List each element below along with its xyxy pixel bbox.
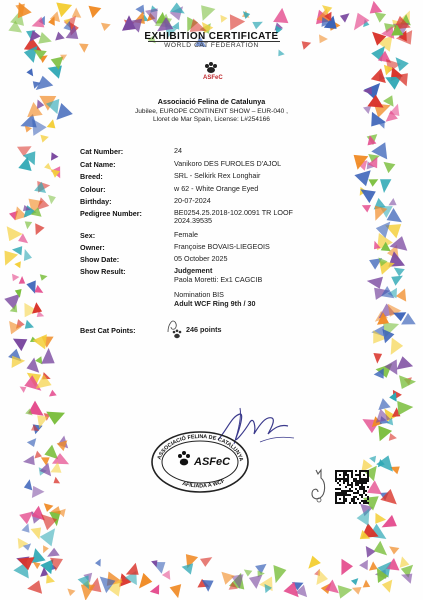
mosaic-tile <box>32 486 45 498</box>
mosaic-tile <box>67 589 75 597</box>
mosaic-tile <box>72 8 81 18</box>
mosaic-tile <box>95 559 101 567</box>
mosaic-tile <box>23 455 35 465</box>
cat-number-value: 24 <box>174 146 182 155</box>
mosaic-tile <box>376 455 393 471</box>
mosaic-tile <box>35 223 44 235</box>
mosaic-tile <box>19 511 33 524</box>
mosaic-tile <box>201 5 215 21</box>
mosaic-tile <box>367 480 382 494</box>
mosaic-tile <box>5 251 19 266</box>
mosaic-tile <box>47 548 60 557</box>
mosaic-tile <box>397 401 413 415</box>
mosaic-tile <box>391 338 403 355</box>
mosaic-tile <box>338 585 353 599</box>
mosaic-tile <box>401 574 412 584</box>
mosaic-tile <box>396 57 409 71</box>
mosaic-tile <box>373 353 382 364</box>
certificate-title: EXHIBITION CERTIFICATE <box>144 31 279 42</box>
mosaic-tile <box>145 8 158 24</box>
mosaic-tile <box>363 580 371 588</box>
show-date-value: 05 October 2025 <box>174 254 228 263</box>
cat-number-label: Cat Number: <box>80 147 124 156</box>
stamp-top-text: ASSOCIACIÓ FELINA DE CATALUNYA <box>156 433 244 463</box>
club-stamp <box>150 430 250 494</box>
mosaic-tile <box>369 456 376 463</box>
mosaic-tile <box>13 339 27 352</box>
points-value: 246 points <box>186 325 222 334</box>
mosaic-tile <box>35 356 42 364</box>
mosaic-tile <box>362 205 371 213</box>
mosaic-tile <box>391 276 403 286</box>
show-result-label: Show Result: <box>80 267 126 276</box>
mosaic-tile <box>378 398 390 410</box>
mosaic-tile <box>252 22 263 30</box>
mosaic-tile <box>43 545 49 553</box>
mosaic-tile <box>25 320 34 329</box>
mosaic-tile <box>24 249 32 261</box>
mosaic-tile <box>26 68 33 76</box>
mosaic-tile <box>48 195 56 204</box>
mosaic-tile <box>4 294 20 310</box>
mosaic-tile <box>366 546 376 558</box>
mosaic-tile <box>220 15 227 23</box>
mosaic-tile <box>44 163 52 170</box>
mosaic-tile <box>22 523 30 532</box>
mosaic-tile <box>352 587 362 595</box>
mosaic-tile <box>244 570 253 577</box>
mosaic-tile <box>126 563 139 575</box>
mosaic-tile <box>359 560 368 570</box>
mosaic-tile <box>351 578 358 585</box>
birthday-label: Birthday: <box>80 197 112 206</box>
asfec-logo-icon <box>185 58 245 82</box>
mosaic-tile <box>382 580 392 593</box>
mosaic-tile <box>396 289 406 302</box>
colour-value: w 62 - White Orange Eyed <box>174 184 259 193</box>
mosaic-tile <box>14 261 21 268</box>
mosaic-tile <box>200 557 212 567</box>
mosaic-tile <box>367 277 383 289</box>
judgement-heading: Judgement <box>174 266 213 275</box>
mosaic-tile <box>369 561 378 570</box>
mosaic-tile <box>389 392 397 402</box>
mosaic-tile <box>273 565 286 583</box>
mosaic-tile <box>394 268 405 277</box>
mosaic-tile <box>278 50 284 57</box>
mosaic-tile <box>19 276 26 284</box>
mosaic-tile <box>20 387 27 393</box>
mosaic-tile <box>139 573 152 589</box>
mosaic-tile <box>389 433 397 441</box>
mosaic-tile <box>371 68 386 83</box>
mosaic-tile <box>44 445 58 460</box>
mosaic-tile <box>162 570 170 580</box>
logo-text: ASFeC <box>203 75 223 81</box>
mosaic-tile <box>390 236 408 251</box>
pedigree-line-1: BE0254.25.2018-102.0091 TR LOOF <box>174 208 293 217</box>
mosaic-tile <box>54 477 61 484</box>
pedigree-line-2: 2024.39535 <box>174 216 212 226</box>
mosaic-tile <box>375 513 386 524</box>
mosaic-tile <box>380 179 391 193</box>
mosaic-tile <box>46 412 65 425</box>
stamp-paw-icon <box>178 451 190 465</box>
mosaic-tile <box>354 170 370 186</box>
birthday-value: 20-07-2024 <box>174 196 211 205</box>
points-label: Best Cat Points: <box>80 326 136 335</box>
mosaic-tile <box>24 479 32 490</box>
cat-name-value: Vanikoro DES FUROLES D'AJOL <box>174 159 282 168</box>
mosaic-tile <box>374 541 387 556</box>
breed-value: SRL - Selkirk Rex Longhair <box>174 171 261 180</box>
mosaic-tile <box>40 528 55 546</box>
cat-silhouette-icon <box>306 466 330 504</box>
mosaic-tile <box>18 2 32 18</box>
mosaic-tile <box>41 348 54 364</box>
mosaic-tile <box>399 375 416 389</box>
mosaic-tile <box>388 198 396 205</box>
mosaic-tile <box>249 575 263 589</box>
mosaic-tile <box>31 528 42 540</box>
mosaic-tile <box>308 556 321 569</box>
mosaic-tile <box>151 560 157 567</box>
mosaic-tile <box>389 546 399 554</box>
show-date-label: Show Date: <box>80 255 120 264</box>
mosaic-tile <box>370 1 383 14</box>
owner-value: Françoise BOVAIS-LIEGEOIS <box>174 242 270 251</box>
mosaic-tile <box>51 152 59 160</box>
mosaic-tile <box>27 580 42 594</box>
mosaic-tile <box>382 515 397 528</box>
mosaic-tile <box>360 189 375 203</box>
mosaic-tile <box>32 302 42 313</box>
points-paw-icon <box>171 328 183 340</box>
owner-label: Owner: <box>80 243 105 252</box>
cat-name-label: Cat Name: <box>80 160 116 169</box>
mosaic-tile <box>56 3 72 18</box>
mosaic-tile <box>396 356 413 369</box>
mosaic-tile <box>25 221 33 229</box>
qr-code <box>335 470 369 504</box>
show-line-2: Lloret de Mar Spain, License: L#254166 <box>153 116 270 124</box>
mosaic-tile <box>340 13 350 22</box>
stamp-bottom-text: AFILIADA A WCF <box>181 478 226 490</box>
mosaic-tile <box>384 162 396 173</box>
mosaic-tile <box>101 23 111 31</box>
mosaic-tile <box>354 13 370 31</box>
show-line-1: Jubilee, EUROPE CONTINENT SHOW – EUR-040 , <box>134 108 289 115</box>
mosaic-tile <box>273 8 288 23</box>
mosaic-tile <box>400 556 410 567</box>
mosaic-tile <box>376 222 391 239</box>
mosaic-tile <box>170 584 182 598</box>
mosaic-tile <box>368 179 378 186</box>
sex-label: Sex: <box>80 231 96 240</box>
breed-label: Breed: <box>80 172 103 181</box>
mosaic-tile <box>34 451 42 459</box>
mosaic-tile <box>44 503 54 512</box>
mosaic-tile <box>363 87 372 95</box>
mosaic-tile <box>40 274 48 281</box>
mosaic-tile <box>150 584 159 594</box>
mosaic-tile <box>341 559 353 576</box>
mosaic-tile <box>46 574 55 584</box>
pedigree-label: Pedigree Number: <box>80 209 142 218</box>
pedigree-value <box>174 209 293 226</box>
stamp-center-text: ASFeC <box>194 456 231 468</box>
organizer-name: Associació Felina de Catalunya <box>157 97 266 106</box>
show-details <box>0 108 423 125</box>
mosaic-tile <box>375 12 387 22</box>
sex-value: Female <box>174 230 198 239</box>
mosaic-tile <box>27 438 37 447</box>
ring-result: Adult WCF Ring 9th / 30 <box>174 299 256 308</box>
judgement-line: Paola Moretti: Ex1 CAGCIB <box>174 275 263 284</box>
mosaic-tile <box>48 66 62 79</box>
federation-name: WORLD CAT FEDERATION <box>164 42 259 49</box>
nomination-line: Nomination BIS <box>174 290 224 299</box>
mosaic-tile <box>26 280 35 293</box>
mosaic-tile <box>89 6 102 18</box>
mosaic-tile <box>12 274 19 282</box>
mosaic-tile <box>40 135 48 143</box>
mosaic-tile <box>35 285 44 293</box>
mosaic-tile <box>49 390 57 397</box>
colour-label: Colour: <box>80 185 106 194</box>
mosaic-tile <box>33 562 41 569</box>
